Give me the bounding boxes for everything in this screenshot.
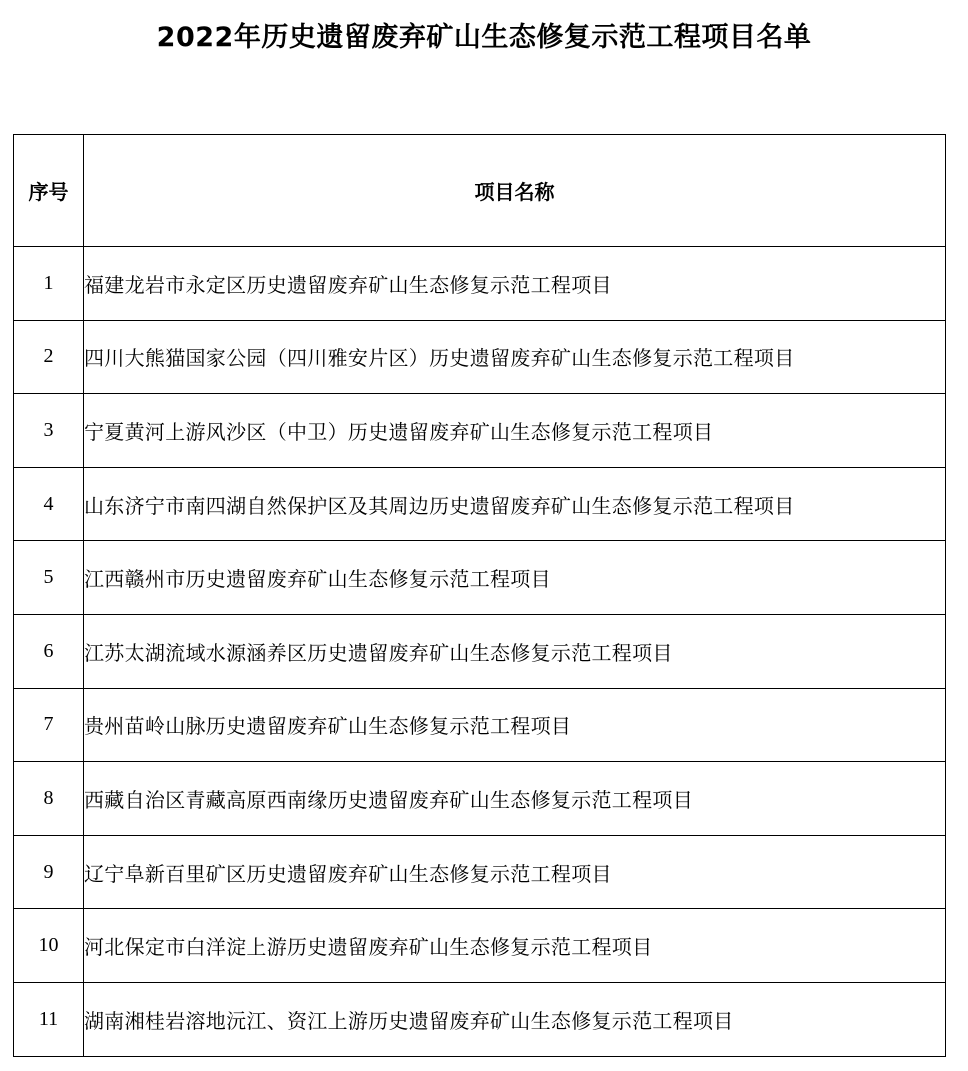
table-row — [14, 320, 946, 394]
row-index: 8 — [14, 762, 84, 836]
row-project-name: 湖南湘桂岩溶地沅江、资江上游历史遗留废弃矿山生态修复示范工程项目 — [84, 982, 946, 1056]
table-row — [14, 688, 946, 762]
row-index: 11 — [14, 982, 84, 1056]
row-index: 7 — [14, 688, 84, 762]
page-title: 2022年历史遗留废弃矿山生态修复示范工程项目名单 — [156, 22, 812, 53]
project-list-table — [13, 134, 946, 1057]
table-row — [14, 762, 946, 836]
row-project-name: 河北保定市白洋淀上游历史遗留废弃矿山生态修复示范工程项目 — [84, 909, 946, 983]
table-row — [14, 614, 946, 688]
row-index: 3 — [14, 394, 84, 468]
table-row — [14, 541, 946, 615]
table-row — [14, 394, 946, 468]
row-project-name: 辽宁阜新百里矿区历史遗留废弃矿山生态修复示范工程项目 — [84, 835, 946, 909]
row-index: 10 — [14, 909, 84, 983]
row-index: 5 — [14, 541, 84, 615]
column-header-name: 项目名称 — [84, 135, 946, 247]
row-project-name: 江西赣州市历史遗留废弃矿山生态修复示范工程项目 — [84, 541, 946, 615]
table-row — [14, 467, 946, 541]
row-project-name: 福建龙岩市永定区历史遗留废弃矿山生态修复示范工程项目 — [84, 247, 946, 321]
row-index: 6 — [14, 614, 84, 688]
row-project-name: 四川大熊猫国家公园（四川雅安片区）历史遗留废弃矿山生态修复示范工程项目 — [84, 320, 946, 394]
row-index: 9 — [14, 835, 84, 909]
table-row — [14, 247, 946, 321]
table-row — [14, 982, 946, 1056]
row-project-name: 山东济宁市南四湖自然保护区及其周边历史遗留废弃矿山生态修复示范工程项目 — [84, 467, 946, 541]
table-header-row — [14, 135, 946, 247]
row-index: 2 — [14, 320, 84, 394]
row-index: 1 — [14, 247, 84, 321]
row-project-name: 西藏自治区青藏高原西南缘历史遗留废弃矿山生态修复示范工程项目 — [84, 762, 946, 836]
column-header-index: 序号 — [14, 135, 84, 247]
row-project-name: 贵州苗岭山脉历史遗留废弃矿山生态修复示范工程项目 — [84, 688, 946, 762]
row-project-name: 江苏太湖流域水源涵养区历史遗留废弃矿山生态修复示范工程项目 — [84, 614, 946, 688]
row-project-name: 宁夏黄河上游风沙区（中卫）历史遗留废弃矿山生态修复示范工程项目 — [84, 394, 946, 468]
table-row — [14, 909, 946, 983]
table-row — [14, 835, 946, 909]
row-index: 4 — [14, 467, 84, 541]
